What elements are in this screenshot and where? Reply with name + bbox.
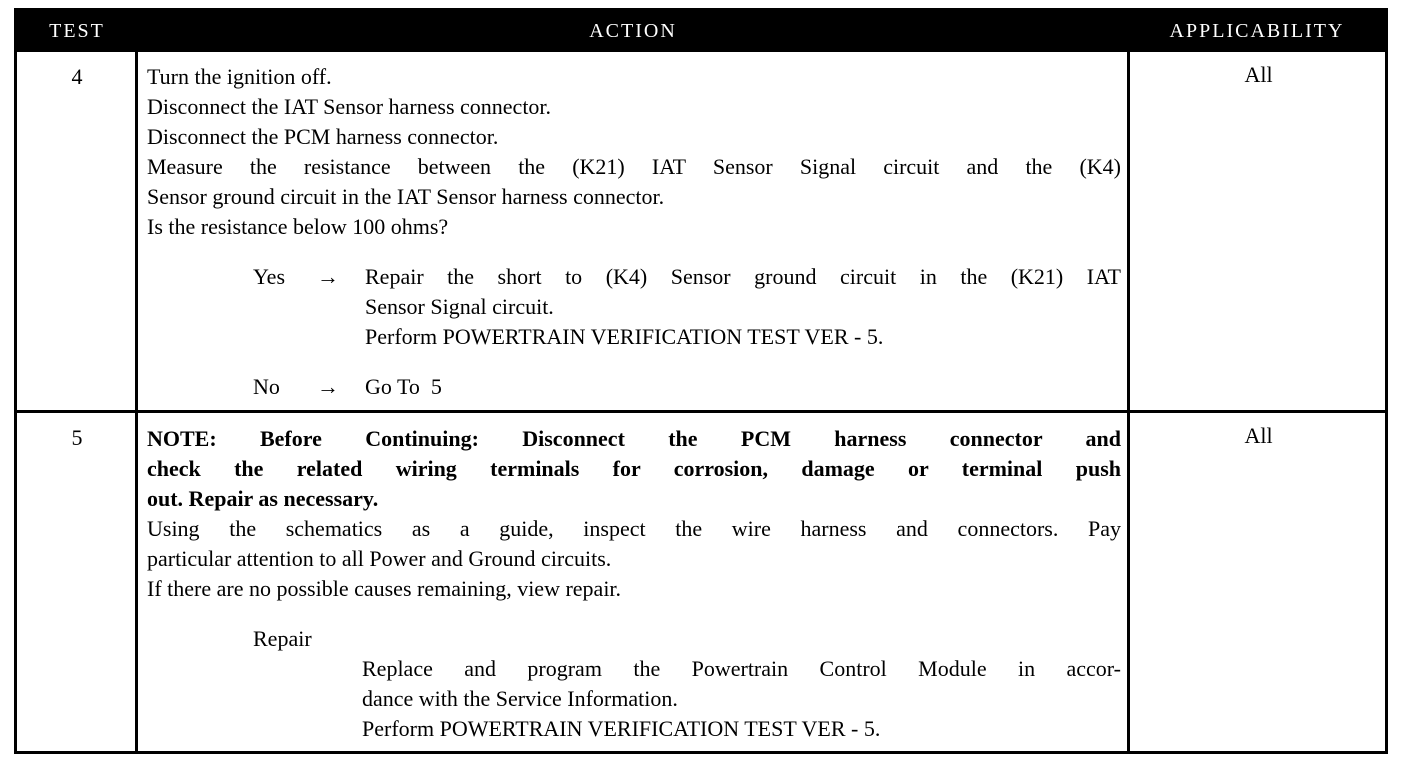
action-line: Disconnect the PCM harness connector.	[147, 124, 499, 149]
applicability-4: All	[1244, 62, 1273, 87]
diagnostic-table	[14, 8, 1388, 754]
table-header	[17, 11, 1385, 52]
applicability-5: All	[1244, 423, 1273, 448]
action-row-4	[147, 62, 1121, 242]
action-line: Turn the ignition off.	[147, 64, 332, 89]
no-result: Go To 5	[365, 374, 442, 399]
header-test: TEST	[49, 20, 105, 42]
result-line: Sensor Signal circuit.	[365, 294, 554, 319]
action-line: Is the resistance below 100 ohms?	[147, 214, 449, 239]
note-line: out. Repair as necessary.	[147, 486, 379, 511]
note-line: check the related wiring terminals for corrosion, damage or terminal push	[147, 456, 1121, 481]
action-line: Measure the resistance between the (K21) IAT Sensor Signal circuit and the (K4)	[147, 154, 1121, 179]
repair-result	[362, 654, 1121, 744]
action-line: Sensor ground circuit in the IAT Sensor harness connector.	[147, 184, 665, 209]
result-line: Repair the short to (K4) Sensor ground circuit in the (K21) IAT	[365, 264, 1121, 289]
result-line: Replace and program the Powertrain Control Module in accor-	[362, 656, 1121, 681]
result-line: Perform POWERTRAIN VERIFICATION TEST VER - 5.	[365, 324, 884, 349]
header-action: ACTION	[589, 20, 677, 42]
column-divider	[135, 52, 138, 754]
test-number-5: 5	[71, 425, 83, 450]
action-line: If there are no possible causes remaining, view repair.	[147, 576, 622, 601]
action-line: Using the schematics as a guide, inspect the wire harness and connectors. Pay	[147, 516, 1121, 541]
test-number-4: 4	[71, 64, 83, 89]
yes-result	[365, 262, 1121, 352]
no-arrow-icon: →	[317, 374, 339, 399]
action-row-5	[147, 424, 1121, 604]
no-label: No	[253, 374, 280, 399]
column-divider	[1127, 52, 1130, 754]
action-line: particular attention to all Power and Ground circuits.	[147, 546, 612, 571]
result-line: dance with the Service Information.	[362, 686, 678, 711]
yes-label: Yes	[253, 264, 286, 289]
result-line: Perform POWERTRAIN VERIFICATION TEST VER - 5.	[362, 716, 881, 741]
note-line: NOTE: Before Continuing: Disconnect the PCM harness connector and	[147, 426, 1121, 451]
yes-arrow-icon: →	[317, 264, 339, 289]
row-divider	[17, 410, 1385, 413]
repair-label: Repair	[253, 626, 312, 651]
header-applicability: APPLICABILITY	[1169, 20, 1345, 42]
action-line: Disconnect the IAT Sensor harness connector.	[147, 94, 552, 119]
